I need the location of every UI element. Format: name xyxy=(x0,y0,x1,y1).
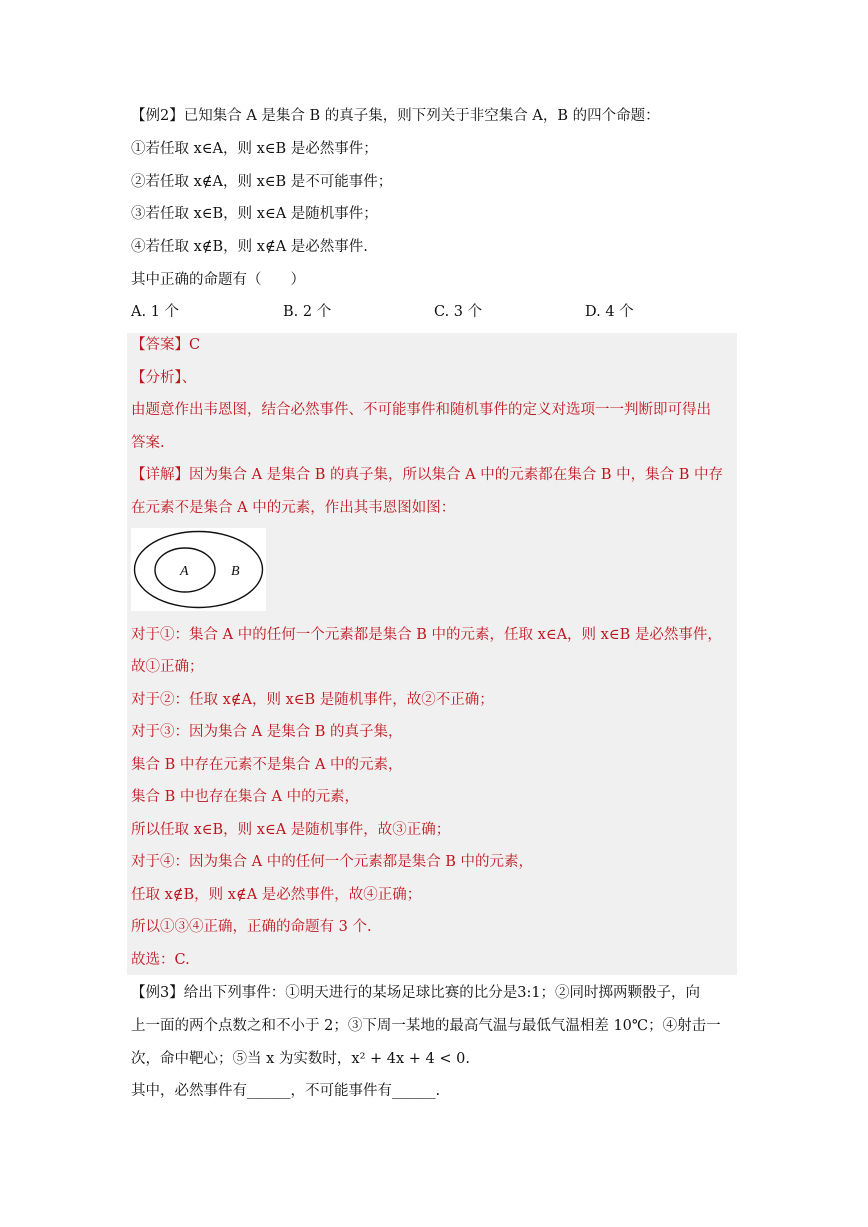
venn-label-a: A xyxy=(180,564,189,579)
example2-question: 其中正确的命题有（ ） xyxy=(131,272,305,288)
option-c: C. 3 个 xyxy=(434,304,483,320)
detail-line: 对于①：集合 A 中的任何一个元素都是集合 B 中的元素，任取 x∈A，则 x∈B 是必然事件， xyxy=(131,627,722,643)
venn-diagram xyxy=(131,528,266,611)
detail-line: 故①正确； xyxy=(131,659,204,675)
option-b: B. 2 个 xyxy=(283,304,332,320)
detail-line: 对于③：因为集合 A 是集合 B 的真子集， xyxy=(131,724,403,740)
example2-item-2: ②若任取 x∉A，则 x∈B 是不可能事件； xyxy=(131,174,393,190)
example3-line-4: 其中，必然事件有______，不可能事件有______. xyxy=(131,1083,441,1099)
answer-line: 【答案】C xyxy=(131,337,201,353)
example2-item-4: ④若任取 x∉B，则 x∉A 是必然事件. xyxy=(131,239,368,255)
detail-line: 对于②：任取 x∉A，则 x∈B 是随机事件，故②不正确； xyxy=(131,692,494,708)
venn-outer-ellipse xyxy=(135,532,263,608)
option-d: D. 4 个 xyxy=(585,304,634,320)
analysis-line-2: 答案. xyxy=(131,435,165,451)
venn-label-b: B xyxy=(231,564,240,579)
detail-line-1: 【详解】因为集合 A 是集合 B 的真子集，所以集合 A 中的元素都在集合 B 中，集合 B 中存 xyxy=(131,467,723,483)
detail-line: 集合 B 中存在元素不是集合 A 中的元素， xyxy=(131,757,403,773)
detail-line: 所以任取 x∈B，则 x∈A 是随机事件，故③正确； xyxy=(131,822,451,838)
example3-line-1: 【例3】给出下列事件：①明天进行的某场足球比赛的比分是3:1；②同时掷两颗骰子，向 xyxy=(131,985,701,1001)
option-a: A. 1 个 xyxy=(131,304,180,320)
solution-panel xyxy=(127,333,737,975)
detail-line: 对于④：因为集合 A 中的任何一个元素都是集合 B 中的元素， xyxy=(131,854,534,870)
final-choice: 故选：C. xyxy=(131,952,190,968)
analysis-title: 【分析】、 xyxy=(131,370,197,386)
analysis-line-1: 由题意作出韦恩图，结合必然事件、不可能事件和随机事件的定义对选项一一判断即可得出 xyxy=(131,402,711,418)
example3-line-3: 次，命中靶心；⑤当 x 为实数时，x² + 4x + 4 < 0. xyxy=(131,1051,470,1067)
detail-line: 所以①③④正确，正确的命题有 3 个. xyxy=(131,919,372,935)
example2-item-1: ①若任取 x∈A，则 x∈B 是必然事件； xyxy=(131,141,378,157)
detail-line: 任取 x∉B，则 x∉A 是必然事件，故④正确； xyxy=(131,887,422,903)
detail-line: 集合 B 中也存在集合 A 中的元素， xyxy=(131,789,360,805)
detail-line-2: 在元素不是集合 A 中的元素，作出其韦恩图如图： xyxy=(131,500,456,516)
example2-stem: 【例2】已知集合 A 是集合 B 的真子集，则下列关于非空集合 A，B 的四个命题： xyxy=(131,108,660,124)
example3-line-2: 上一面的两个点数之和不小于 2；③下周一某地的最高气温与最低气温相差 10℃；④射击一 xyxy=(131,1018,721,1034)
example2-item-3: ③若任取 x∈B，则 x∈A 是随机事件； xyxy=(131,206,378,222)
